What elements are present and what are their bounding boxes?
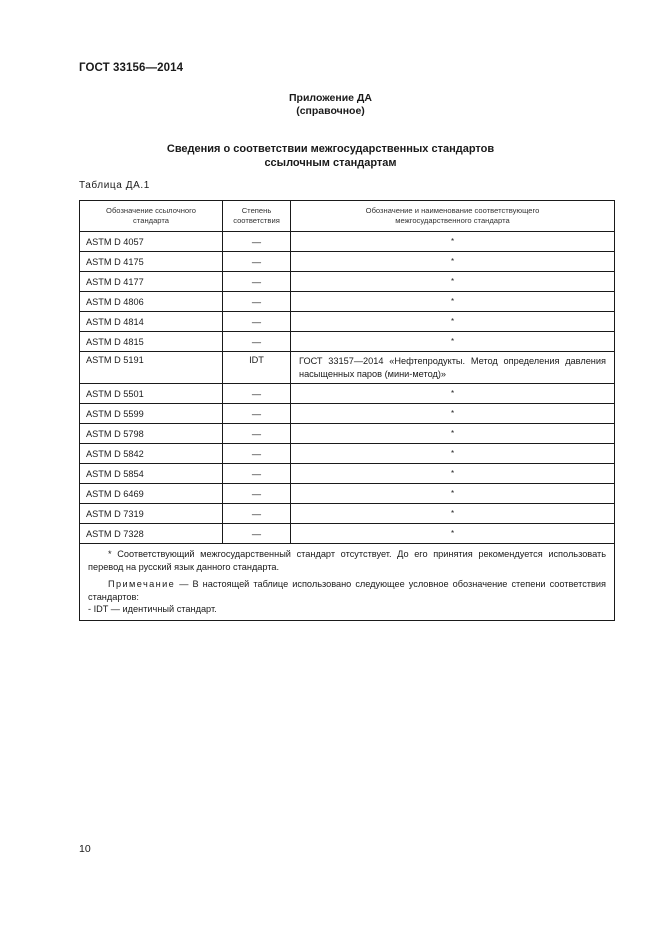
column-header-line: Обозначение ссылочного	[106, 206, 196, 215]
degree-cell: —	[223, 232, 291, 252]
appendix-heading	[0, 92, 661, 118]
interstate-standard-cell: ГОСТ 33157—2014 «Нефтепродукты. Метод определения давления насыщенных паров (мини-метод)»	[291, 352, 615, 384]
reference-standard-cell: ASTM D 5501	[80, 384, 223, 404]
section-title-line-2: ссылочным стандартам	[264, 157, 397, 169]
table-row	[80, 444, 615, 464]
table-row	[80, 272, 615, 292]
degree-cell: —	[223, 484, 291, 504]
table-row	[80, 464, 615, 484]
table-row	[80, 424, 615, 444]
reference-standard-cell: ASTM D 6469	[80, 484, 223, 504]
table-row	[80, 352, 615, 384]
degree-cell: —	[223, 292, 291, 312]
table-row	[80, 232, 615, 252]
reference-standard-cell: ASTM D 4815	[80, 332, 223, 352]
table-row	[80, 524, 615, 544]
interstate-standard-cell: *	[291, 424, 615, 444]
section-title-line-1: Сведения о соответствии межгосударственных стандартов	[166, 143, 495, 155]
column-header-line: соответствия	[233, 216, 280, 225]
interstate-standard-cell: *	[291, 332, 615, 352]
degree-cell: —	[223, 384, 291, 404]
reference-standard-cell: ASTM D 4057	[80, 232, 223, 252]
table-header-row	[80, 201, 615, 232]
degree-cell: —	[223, 312, 291, 332]
note-list-item: - IDT — идентичный стандарт.	[88, 604, 217, 614]
column-header-interstate-standard	[291, 201, 615, 232]
reference-standard-cell: ASTM D 5798	[80, 424, 223, 444]
column-header-line: стандарта	[133, 216, 169, 225]
table-notes-cell	[80, 544, 615, 621]
table-row	[80, 404, 615, 424]
degree-cell: —	[223, 272, 291, 292]
reference-standard-cell: ASTM D 7319	[80, 504, 223, 524]
correspondence-table-wrapper	[79, 200, 614, 621]
interstate-standard-cell: *	[291, 464, 615, 484]
reference-standard-cell: ASTM D 4806	[80, 292, 223, 312]
interstate-standard-cell: *	[291, 312, 615, 332]
note-text: — В настоящей таблице использовано следующее условное обозначение степени соответствия стандартов:	[88, 579, 606, 602]
degree-cell: —	[223, 524, 291, 544]
column-header-reference	[80, 201, 223, 232]
table-row	[80, 292, 615, 312]
table-notes-row	[80, 544, 615, 621]
interstate-standard-cell: *	[291, 484, 615, 504]
column-header-line: Обозначение и наименование соответствующего	[365, 206, 540, 215]
interstate-standard-cell: *	[291, 384, 615, 404]
document-header-id: ГОСТ 33156—2014	[79, 62, 184, 74]
interstate-standard-cell: *	[291, 232, 615, 252]
interstate-standard-cell: *	[291, 252, 615, 272]
reference-standard-cell: ASTM D 4177	[80, 272, 223, 292]
reference-standard-cell: ASTM D 5191	[80, 352, 223, 384]
table-row	[80, 252, 615, 272]
page-number: 10	[79, 843, 91, 855]
correspondence-table	[79, 200, 615, 621]
section-title	[0, 142, 661, 170]
column-header-degree	[223, 201, 291, 232]
interstate-standard-cell: *	[291, 524, 615, 544]
column-header-line: Степень	[241, 206, 272, 215]
reference-standard-cell: ASTM D 5599	[80, 404, 223, 424]
table-row	[80, 332, 615, 352]
interstate-standard-cell: *	[291, 292, 615, 312]
reference-standard-cell: ASTM D 7328	[80, 524, 223, 544]
interstate-standard-cell: *	[291, 504, 615, 524]
degree-cell: —	[223, 464, 291, 484]
note-label: Примечание	[108, 579, 176, 589]
interstate-standard-cell: *	[291, 404, 615, 424]
table-note	[88, 578, 606, 603]
degree-cell: IDT	[223, 352, 291, 384]
reference-standard-cell: ASTM D 5842	[80, 444, 223, 464]
reference-standard-cell: ASTM D 5854	[80, 464, 223, 484]
interstate-standard-cell: *	[291, 444, 615, 464]
table-row	[80, 384, 615, 404]
column-header-line: межгосударственного стандарта	[395, 216, 510, 225]
degree-cell: —	[223, 444, 291, 464]
appendix-title: Приложение ДА	[289, 92, 372, 104]
reference-standard-cell: ASTM D 4814	[80, 312, 223, 332]
degree-cell: —	[223, 332, 291, 352]
degree-cell: —	[223, 424, 291, 444]
table-footnote: * Соответствующий межгосударственный стандарт отсутствует. До его принятия рекомендуется использовать перевод на русский язык данного стандарта.	[88, 549, 606, 572]
appendix-subtitle: (справочное)	[296, 105, 365, 117]
table-row	[80, 504, 615, 524]
interstate-standard-cell: *	[291, 272, 615, 292]
degree-cell: —	[223, 252, 291, 272]
table-row	[80, 484, 615, 504]
table-row	[80, 312, 615, 332]
degree-cell: —	[223, 404, 291, 424]
degree-cell: —	[223, 504, 291, 524]
table-caption: Таблица ДА.1	[79, 180, 150, 191]
reference-standard-cell: ASTM D 4175	[80, 252, 223, 272]
